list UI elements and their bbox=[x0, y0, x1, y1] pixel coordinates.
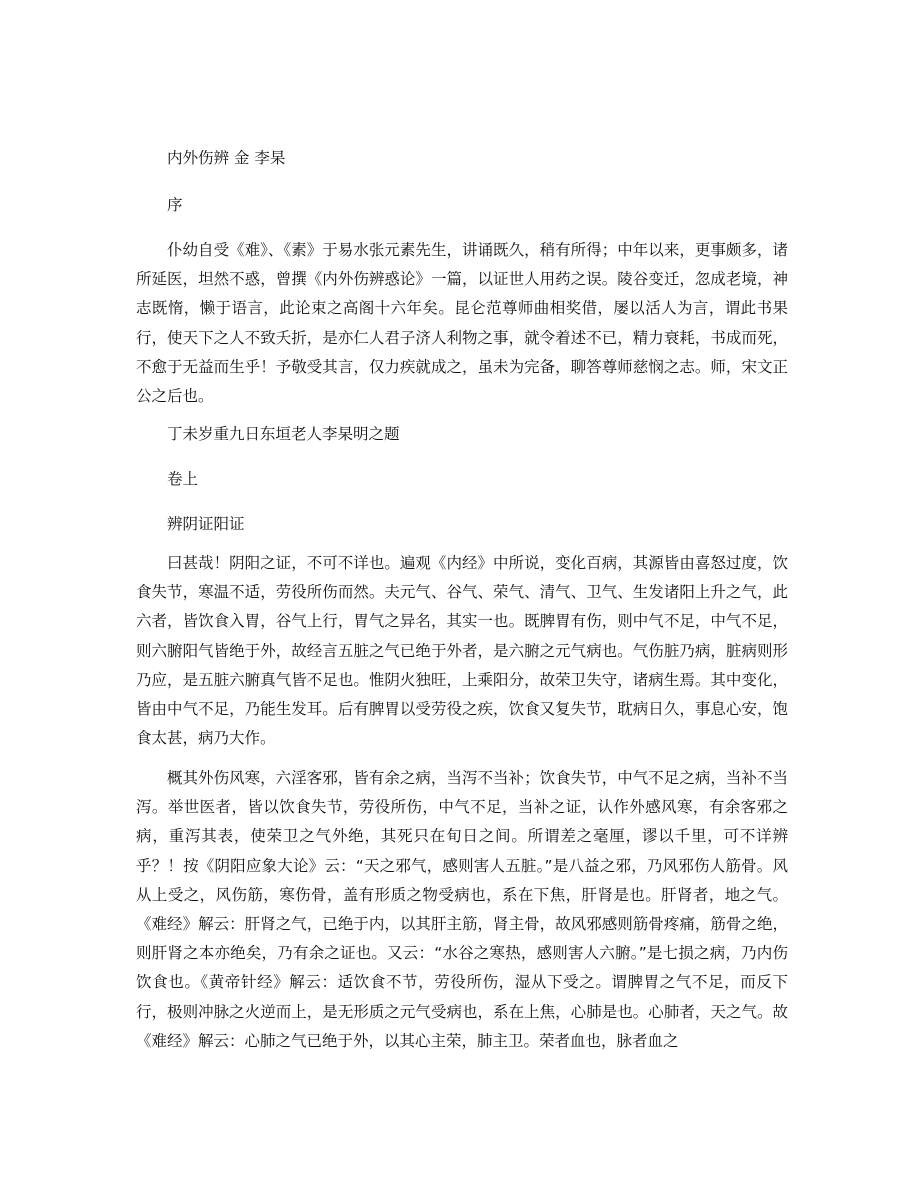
section-heading: 辨阴证阳证 bbox=[167, 515, 245, 533]
preface-heading: 序 bbox=[167, 196, 183, 214]
preface-paragraph: 仆幼自受《难》、《素》于易水张元素先生，讲诵既久，稍有所得；中年以来，更事颇多，诸所延医，坦然不惑，曾撰《内外伤辨惑论》一篇，以证世人用药之误。陵谷变迁，忽成老境，神志既惰，懒于语言，此论束之高阁十六年矣。昆仑范尊师曲相奖借，屡以活人为言，谓此书果行，使天下之人不致夭折，是亦仁人君子济人利物之事，就令着述不已，精力衰耗，书成而死，不愈于无益而生乎！予敬受其言，仅力疾就成之，虽未为完备，聊答尊师慈悯之志。师，宋文正公之后也。 bbox=[136, 241, 788, 406]
body-paragraph-2: 概其外伤风寒，六淫客邪，皆有余之病，当泻不当补；饮食失节，中气不足之病，当补不当泻。举世医者，皆以饮食失节，劳役所伤，中气不足，当补之证，认作外感风寒，有余客邪之病，重泻其表，使荣卫之气外绝，其死只在旬日之间。所谓差之毫厘，谬以千里，可不详辨乎？！按《阴阳应象大论》云：“天之邪气，感则害人五脏。”是八益之邪，乃风邪伤人筋骨。风从上受之，风伤筋，寒伤骨，盖有形质之物受病也，系在下焦，肝肾是也。肝肾者，地之气。《难经》解云：肝肾之气，已绝于内，以其肝主筋，肾主骨，故风邪感则筋骨疼痛，筋骨之绝，则肝肾之本亦绝矣，乃有余之证也。又云：“水谷之寒热，感则害人六腑。”是七损之病，乃内伤饮食也。《黄帝针经》解云：适饮食不节，劳役所伤，湿从下受之。谓脾胃之气不足，而反下行，极则冲脉之火逆而上，是无形质之元气受病也，系在上焦，心肺是也。心肺者，天之气。故《难经》解云：心肺之气已绝于外，以其心主荣，肺主卫。荣者血也，脉者血之 bbox=[136, 769, 788, 1050]
body-paragraph-1: 曰甚哉！阴阳之证，不可不详也。遍观《内经》中所说，变化百病，其源皆由喜怒过度，饮食失节，寒温不适，劳役所伤而然。夫元气、谷气、荣气、清气、卫气、生发诸阳上升之气，此六者，皆饮食入胃，谷气上行，胃气之异名，其实一也。既脾胃有伤，则中气不足，中气不足，则六腑阳气皆绝于外，故经言五脏之气已绝于外者，是六腑之元气病也。气伤脏乃病，脏病则形乃应，是五脏六腑真气皆不足也。惟阴火独旺，上乘阳分，故荣卫失守，诸病生焉。其中变化，皆由中气不足，乃能生发耳。后有脾胃以受劳役之疾，饮食又复失节，耽病日久，事息心安，饱食太甚，病乃大作。 bbox=[136, 554, 788, 748]
book-title: 内外伤辨 金 李杲 bbox=[167, 149, 286, 167]
preface-signature: 丁未岁重九日东垣老人李杲明之题 bbox=[167, 425, 400, 443]
volume-heading: 卷上 bbox=[167, 470, 199, 488]
